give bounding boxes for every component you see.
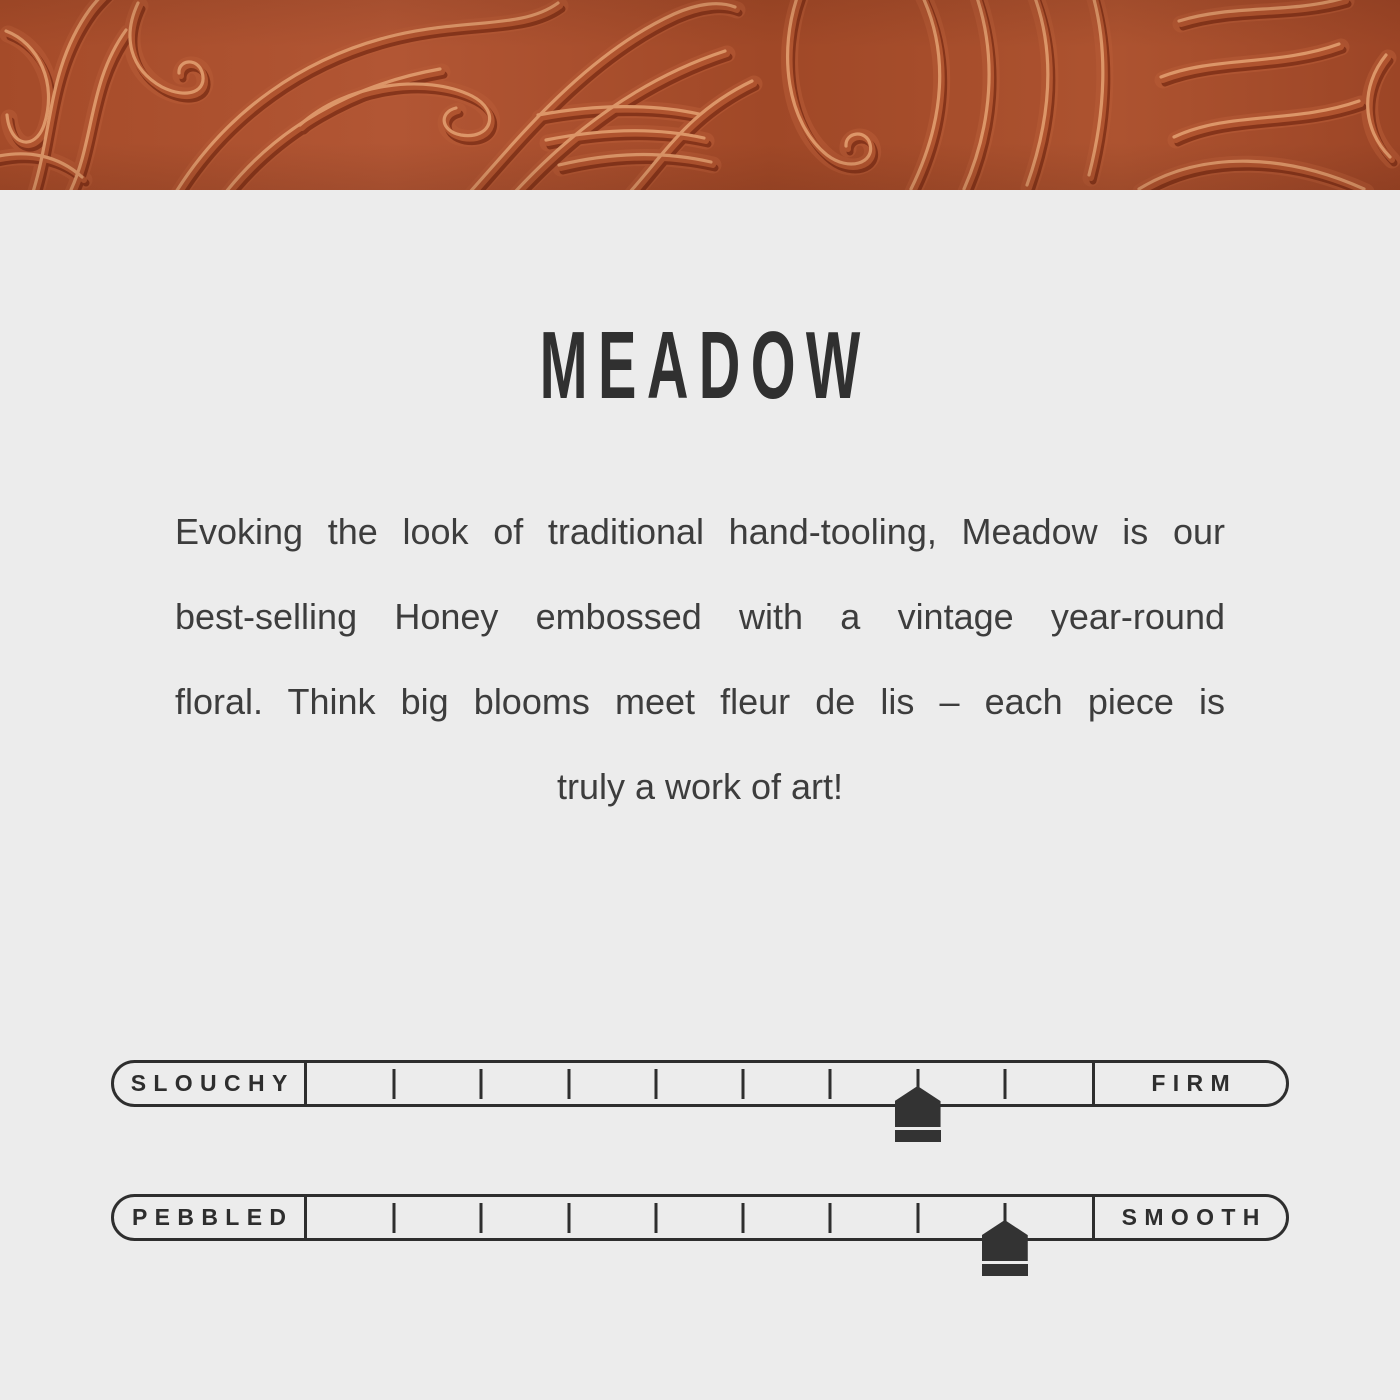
tick-mark — [393, 1203, 396, 1233]
scale-right-label-cell — [1092, 1197, 1286, 1238]
leather-texture-image — [0, 0, 1400, 190]
texture-name-title: MEADOW — [539, 312, 871, 419]
marker-base-bar — [982, 1264, 1028, 1276]
tick-mark — [393, 1069, 396, 1099]
scale-left-label: PEBBLED — [131, 1204, 294, 1230]
leather-pattern-svg — [0, 0, 1400, 190]
description-line: truly a work of art! — [556, 766, 844, 807]
scale-position-marker — [982, 1220, 1028, 1276]
tick-mark — [742, 1203, 745, 1233]
scale-position-marker — [895, 1086, 941, 1142]
tick-mark — [829, 1203, 832, 1233]
tick-mark — [654, 1203, 657, 1233]
tick-mark — [916, 1203, 919, 1233]
scale-left-label-cell — [114, 1063, 307, 1104]
description-line: Evoking the look of traditional hand-tooling, Meadow is our — [175, 511, 1225, 552]
marker-pointer-icon — [895, 1086, 941, 1127]
tick-mark — [1003, 1069, 1006, 1099]
tick-mark — [480, 1203, 483, 1233]
tick-mark — [829, 1069, 832, 1099]
scale-right-label-cell — [1092, 1063, 1286, 1104]
tick-mark — [480, 1069, 483, 1099]
scale-left-label: SLOUCHY — [130, 1070, 295, 1096]
pebbled-smooth-scale — [111, 1194, 1289, 1289]
scale-tick-area — [307, 1197, 1092, 1238]
description-line: best-selling Honey embossed with a vintage year-round — [175, 596, 1225, 637]
tick-mark — [654, 1069, 657, 1099]
scale-right-label: SMOOTH — [1121, 1204, 1267, 1230]
scale-track — [111, 1194, 1289, 1241]
scale-right-label: FIRM — [1151, 1070, 1237, 1096]
marker-base-bar — [895, 1130, 941, 1142]
scale-tick-area — [307, 1063, 1092, 1104]
marker-pointer-icon — [982, 1220, 1028, 1261]
tick-mark — [567, 1203, 570, 1233]
slouchy-firm-scale — [111, 1060, 1289, 1155]
scale-track — [111, 1060, 1289, 1107]
description-line: floral. Think big blooms meet fleur de lis – each piece is — [175, 681, 1225, 722]
texture-description — [175, 489, 1225, 829]
tick-mark — [742, 1069, 745, 1099]
scale-left-label-cell — [114, 1197, 307, 1238]
tick-mark — [567, 1069, 570, 1099]
